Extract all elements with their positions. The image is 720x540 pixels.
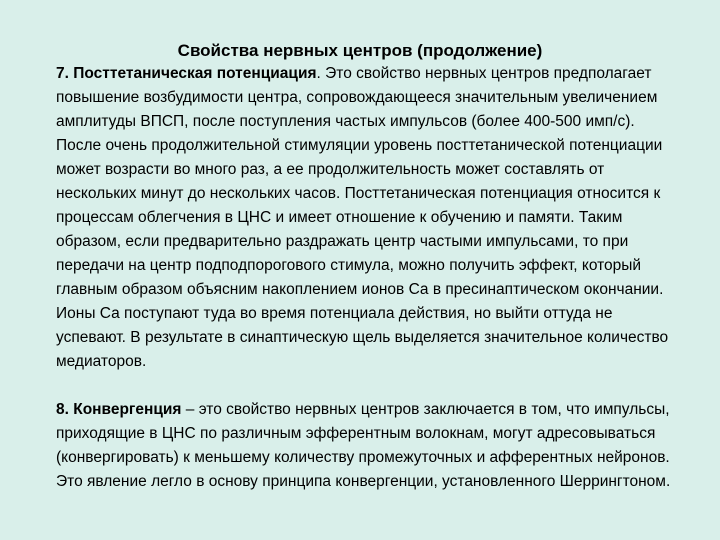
paragraph-convergence [56,398,684,494]
slide-content [56,62,684,494]
body-post-tetanic-potentiation: . Это свойство нервных центров предполагает повышение возбудимости центра, сопровождающееся значительным увеличением амплитуды ВПСП, после поступления частых импульсов (более 400-500 имп/с). После очень продолжительной стимуляции уровень посттетанической потенциации может возрасти во много раз, а ее продолжительность может составлять от нескольких минут до нескольких часов. Посттетаническая потенциация относится к процессам облегчения в ЦНС и имеет отношение к обучению и памяти. Таким образом, если предварительно раздражать центр частыми импульсами, то при передачи на центр подподпорогового стимула, можно получить эффект, который главным образом объясним накоплением ионов Са в пресинаптическом окончании. Ионы Са поступают туда во время потенциала действия, но выйти оттуда не успевают. В результате в синаптическую щель выделяется значительное количество медиаторов. [56,65,669,370]
term-convergence: 8. Конвергенция [56,401,182,418]
slide-title: Свойства нервных центров (продолжение) [177,41,543,60]
body-convergence: – это свойство нервных центров заключается в том, что импульсы, приходящие в ЦНС по различным эфферентным волокнам, могут адресовываться (конвергировать) к меньшему количеству промежуточных и афферентных нейронов. Это явление легло в основу принципа конвергенции, установленного Шеррингтоном. [56,401,671,490]
paragraph-post-tetanic-potentiation [56,62,684,374]
term-post-tetanic-potentiation: 7. Посттетаническая потенциация [56,65,317,82]
